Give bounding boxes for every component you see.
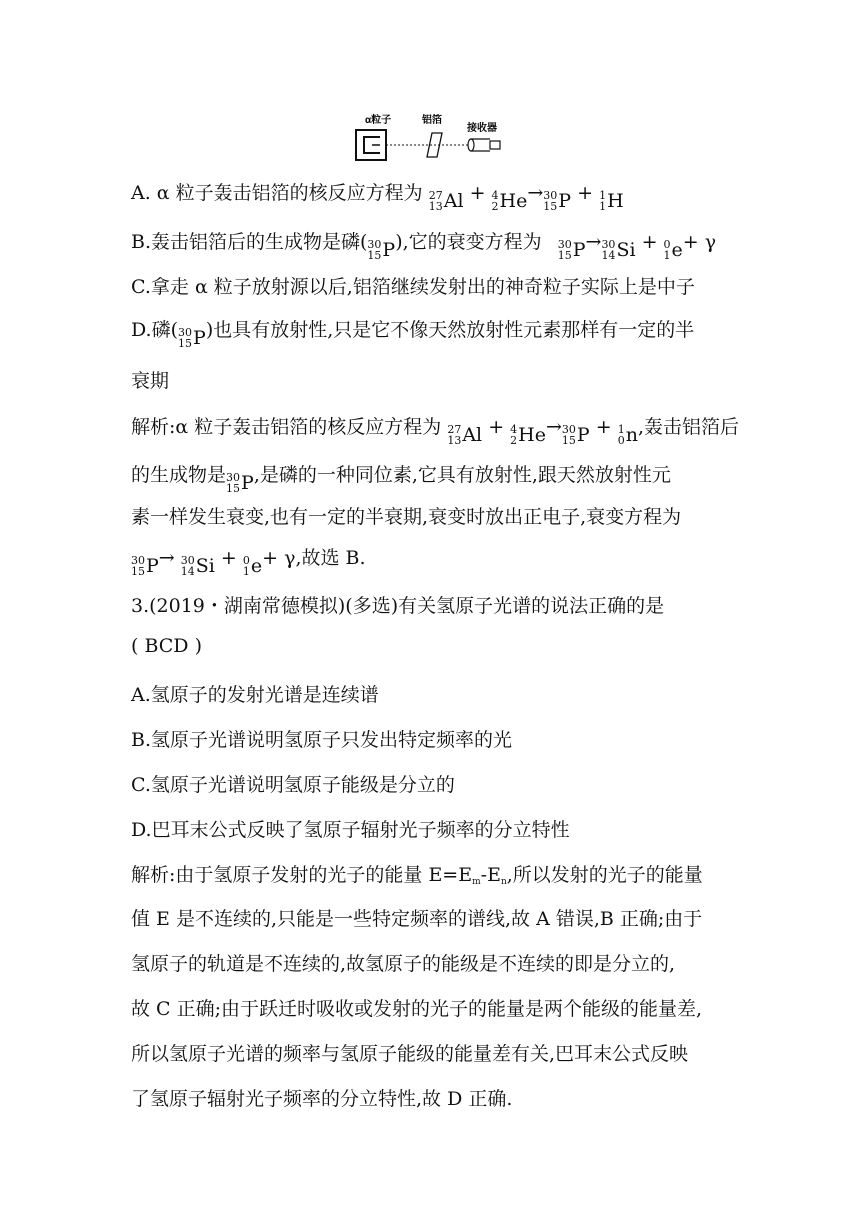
foil-label: 铝箔: [422, 115, 442, 126]
analysis-q3-line2: 值 E 是不连续的,只能是一些特定频率的谱线,故 A 错误,B 正确;由于: [131, 908, 703, 930]
q3-option-b: B.氢原子光谱说明氢原子只发出特定频率的光: [131, 729, 513, 751]
nuclide-neutron: 1 0 n: [617, 423, 638, 447]
option-d-q2: D.磷( 30 15 P )也具有放射性,只是它不像天然放射性元素那样有一定的半: [131, 319, 695, 350]
nuclide-h-1: 1 1 H: [599, 189, 624, 213]
option-b-q2: B.轰击铝箔后的生成物是磷( 30 15 P ),它的衰变方程为 30 15 P → 30 14 Si + 0 1 e + γ: [131, 231, 717, 262]
q3-option-a: A.氢原子的发射光谱是连续谱: [131, 684, 379, 706]
alpha-source-label: α粒子: [365, 115, 392, 126]
receiver: [468, 139, 500, 151]
analysis-q3-line4: 故 C 正确;由于跃迁时吸收或发射的光子的能量是两个能级的能量差,: [131, 998, 703, 1020]
analysis-q2-line1: 解析:α 粒子轰击铝箔的核反应方程为 27 13 Al + 4 2 He → 30 15 P + 1 0 n ,轰击铝箔后: [131, 416, 740, 447]
option-d-q2-cont: 衰期: [131, 370, 170, 392]
analysis-q2-line2: 的生成物是 30 15 P ,是磷的一种同位素,它具有放射性,跟天然放射性元: [131, 464, 671, 495]
analysis-q3-line3: 氢原子的轨道是不连续的,故氢原子的能级是不连续的即是分立的,: [131, 953, 676, 975]
analysis-q2-line4: 30 15 P → 30 14 Si + 0 1 e + γ,故选 B.: [131, 547, 366, 578]
nuclide-p-30: 30 15 P: [543, 189, 572, 213]
q3-option-d: D.巴耳末公式反映了氢原子辐射光子频率的分立特性: [131, 819, 570, 841]
analysis-q2-line3: 素一样发生衰变,也有一定的半衰期,衰变时放出正电子,衰变方程为: [131, 506, 682, 528]
nuclide-al-27: 27 13 Al: [428, 189, 464, 213]
receiver-label: 接收器: [467, 123, 497, 134]
analysis-q3-line5: 所以氢原子光谱的频率与氢原子能级的能量差有关,巴耳末公式反映: [131, 1043, 689, 1065]
nuclide-he-4: 4 2 He: [491, 189, 528, 213]
q3-option-c: C.氢原子光谱说明氢原子能级是分立的: [131, 774, 455, 796]
analysis-q3-line6: 了氢原子辐射光子频率的分立特性,故 D 正确.: [131, 1088, 513, 1110]
question-3-stem: 3.(2019・湖南常德模拟)(多选)有关氢原子光谱的说法正确的是: [131, 595, 665, 617]
option-a-q2: A. α 粒子轰击铝箔的核反应方程为 27 13 Al + 4 2 He → 30 15 P + 1 1 H: [131, 182, 624, 213]
experiment-diagram: [350, 110, 520, 170]
alpha-source-box: [356, 130, 386, 160]
analysis-q3-line1: 解析:由于氢原子发射的光子的能量 E=Em-En,所以发射的光子的能量: [131, 864, 703, 887]
option-c-q2: C.拿走 α 粒子放射源以后,铝箔继续发射出的神奇粒子实际上是中子: [131, 276, 695, 298]
question-3-answer: ( BCD ): [131, 635, 202, 657]
